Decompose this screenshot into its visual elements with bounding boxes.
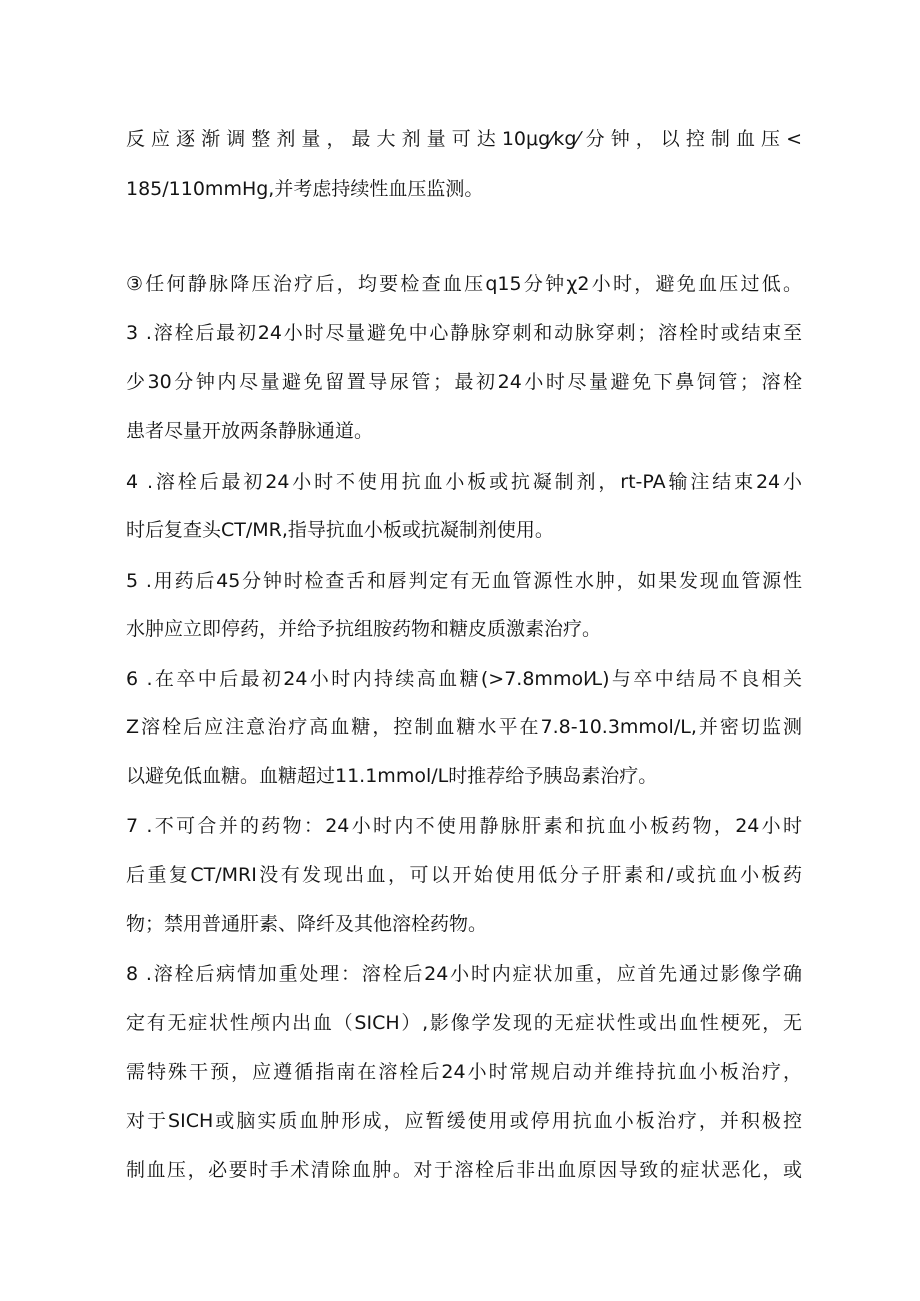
text-line: 4 .溶栓后最初24小时不使用抗血小板或抗凝制剂，rt-PA输注结束24小 <box>126 471 802 493</box>
text-line: 制血压，必要时手术清除血肿。对于溶栓后非出血原因导致的症状恶化，或 <box>126 1159 802 1181</box>
text-line: 后重复CT/MRI没有发现出血，可以开始使用低分子肝素和/或抗血小板药 <box>126 864 802 886</box>
text-line: 7 .不可合并的药物：24小时内不使用静脉肝素和抗血小板药物，24小时 <box>126 815 802 837</box>
text-line: Z溶栓后应注意治疗高血糖，控制血糖水平在7.8-10.3mmol/L,并密切监测 <box>126 716 802 738</box>
text-line: 时后复查头CT/MR,指导抗血小板或抗凝制剂使用。 <box>126 519 554 541</box>
text-line: 物；禁用普通肝素、降纤及其他溶栓药物。 <box>126 913 488 935</box>
text-line: 水肿应立即停药，并给予抗组胺药物和糖皮质激素治疗。 <box>126 618 602 640</box>
text-line: 定有无症状性颅内出血（SICH）,影像学发现的无症状性或出血性梗死，无 <box>126 1012 802 1034</box>
text-line: 患者尽量开放两条静脉通道。 <box>126 420 374 442</box>
text-line: 8 .溶栓后病情加重处理：溶栓后24小时内症状加重，应首先通过影像学确 <box>126 963 802 985</box>
text-line: 需特殊干预，应遵循指南在溶栓后24小时常规启动并维持抗血小板治疗， <box>126 1061 802 1083</box>
text-line: 反应逐渐调整剂量，最大剂量可达10μg⁄kg⁄分钟，以控制血压< <box>126 128 802 150</box>
text-line: 185/110mmHg,并考虑持续性血压监测。 <box>126 178 484 200</box>
text-line: 对于SICH或脑实质血肿形成，应暂缓使用或停用抗血小板治疗，并积极控 <box>126 1110 802 1132</box>
text-line: 少30分钟内尽量避免留置导尿管；最初24小时尽量避免下鼻饲管；溶栓 <box>126 371 802 393</box>
text-line: 5 .用药后45分钟时检查舌和唇判定有无血管源性水肿，如果发现血管源性 <box>126 570 802 592</box>
text-line: 3 .溶栓后最初24小时尽量避免中心静脉穿刺和动脉穿刺；溶栓时或结束至 <box>126 322 802 344</box>
text-line: ③任何静脉降压治疗后，均要检查血压q15分钟χ2小时，避免血压过低。 <box>126 273 802 295</box>
text-line: 6 .在卒中后最初24小时内持续高血糖(>7.8mmol⁄L)与卒中结局不良相关 <box>126 668 802 690</box>
text-line: 以避免低血糖。血糖超过11.1mmol/L时推荐给予胰岛素治疗。 <box>126 765 658 787</box>
